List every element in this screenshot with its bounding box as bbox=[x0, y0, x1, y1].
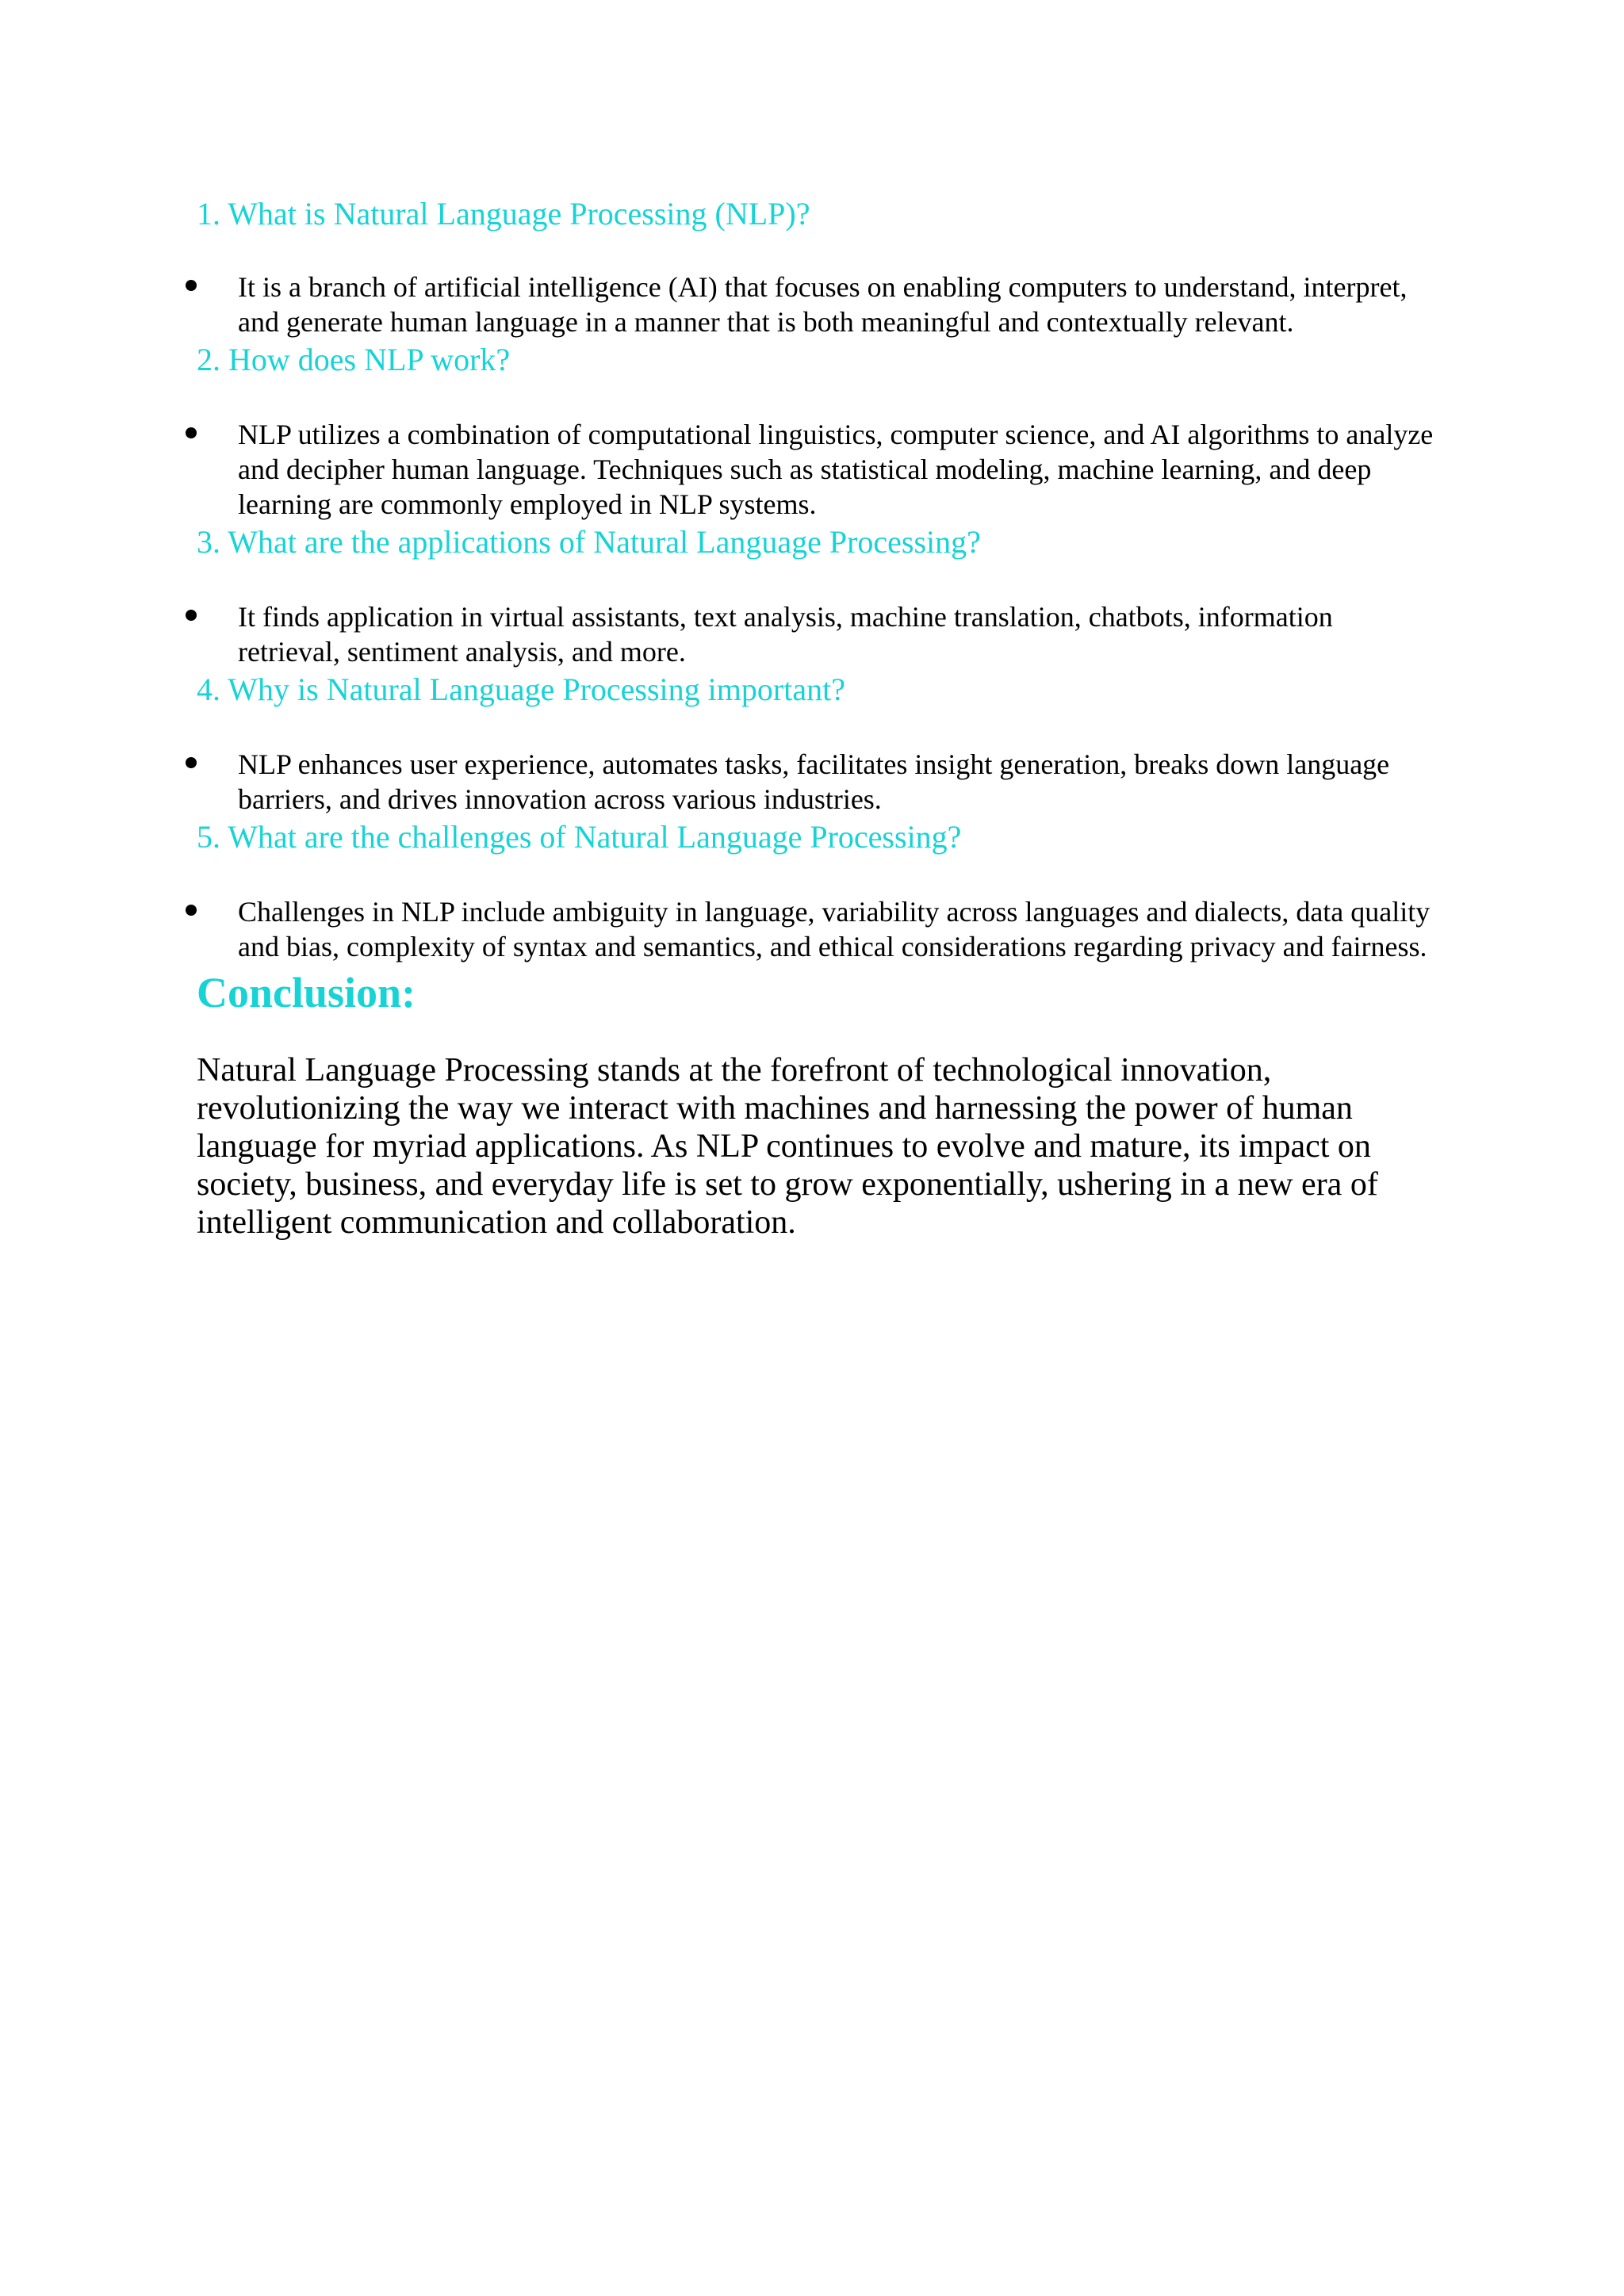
faq-answer-1 bbox=[197, 270, 1434, 339]
faq-answer-2 bbox=[197, 417, 1434, 522]
faq-question-3: 3. What are the applications of Natural Language Processing? bbox=[197, 524, 981, 560]
faq-answer-1-text: It is a branch of artificial intelligence (AI) that focuses on enabling computers to understand, interpret, and generate human language in a manner that is both meaningful and contextually relevant. bbox=[238, 271, 1408, 338]
bullet-icon bbox=[186, 280, 197, 291]
faq-answer-list-3 bbox=[197, 599, 1434, 669]
faq-answer-5 bbox=[197, 894, 1434, 964]
faq-question-4: 4. Why is Natural Language Processing important? bbox=[197, 672, 845, 707]
faq-question-1: 1. What is Natural Language Processing (NLP)? bbox=[197, 196, 810, 232]
faq-answer-list-5 bbox=[197, 894, 1434, 964]
conclusion-paragraph: Natural Language Processing stands at the forefront of technological innovation, revolutionizing the way we interact with machines and harnessing the power of human language for myriad applications. As NLP continues to evolve and mature, its impact on society, business, and everyday life is set to grow exponentially, ushering in a new era of intelligent communication and collaboration. bbox=[197, 1052, 1378, 1241]
faq-answer-2-text: NLP utilizes a combination of computational linguistics, computer science, and AI algorithms to analyze and decipher human language. Techniques such as statistical modeling, machine learning, and deep learning are commonly employed in NLP systems. bbox=[238, 419, 1434, 520]
faq-question-5: 5. What are the challenges of Natural Language Processing? bbox=[197, 819, 962, 855]
faq-answer-list-4 bbox=[197, 747, 1434, 817]
faq-question-2: 2. How does NLP work? bbox=[197, 342, 511, 377]
bullet-icon bbox=[186, 427, 197, 438]
conclusion-heading: Conclusion: bbox=[197, 969, 416, 1016]
bullet-icon bbox=[186, 905, 197, 916]
faq-answer-3 bbox=[197, 599, 1434, 669]
faq-answer-5-text: Challenges in NLP include ambiguity in language, variability across languages and dialects, data quality and bias, complexity of syntax and semantics, and ethical considerations regarding privacy and fairness. bbox=[238, 896, 1431, 962]
faq-answer-3-text: It finds application in virtual assistants, text analysis, machine translation, chatbots, information retrieval, sentiment analysis, and more. bbox=[238, 601, 1333, 668]
faq-answer-list-2 bbox=[197, 417, 1434, 522]
faq-answer-4-text: NLP enhances user experience, automates tasks, facilitates insight generation, breaks down language barriers, and drives innovation across various industries. bbox=[238, 748, 1390, 815]
faq-answer-4 bbox=[197, 747, 1434, 817]
document-content bbox=[197, 195, 1434, 1242]
faq-answer-list-1 bbox=[197, 270, 1434, 339]
bullet-icon bbox=[186, 610, 197, 621]
bullet-icon bbox=[186, 757, 197, 768]
